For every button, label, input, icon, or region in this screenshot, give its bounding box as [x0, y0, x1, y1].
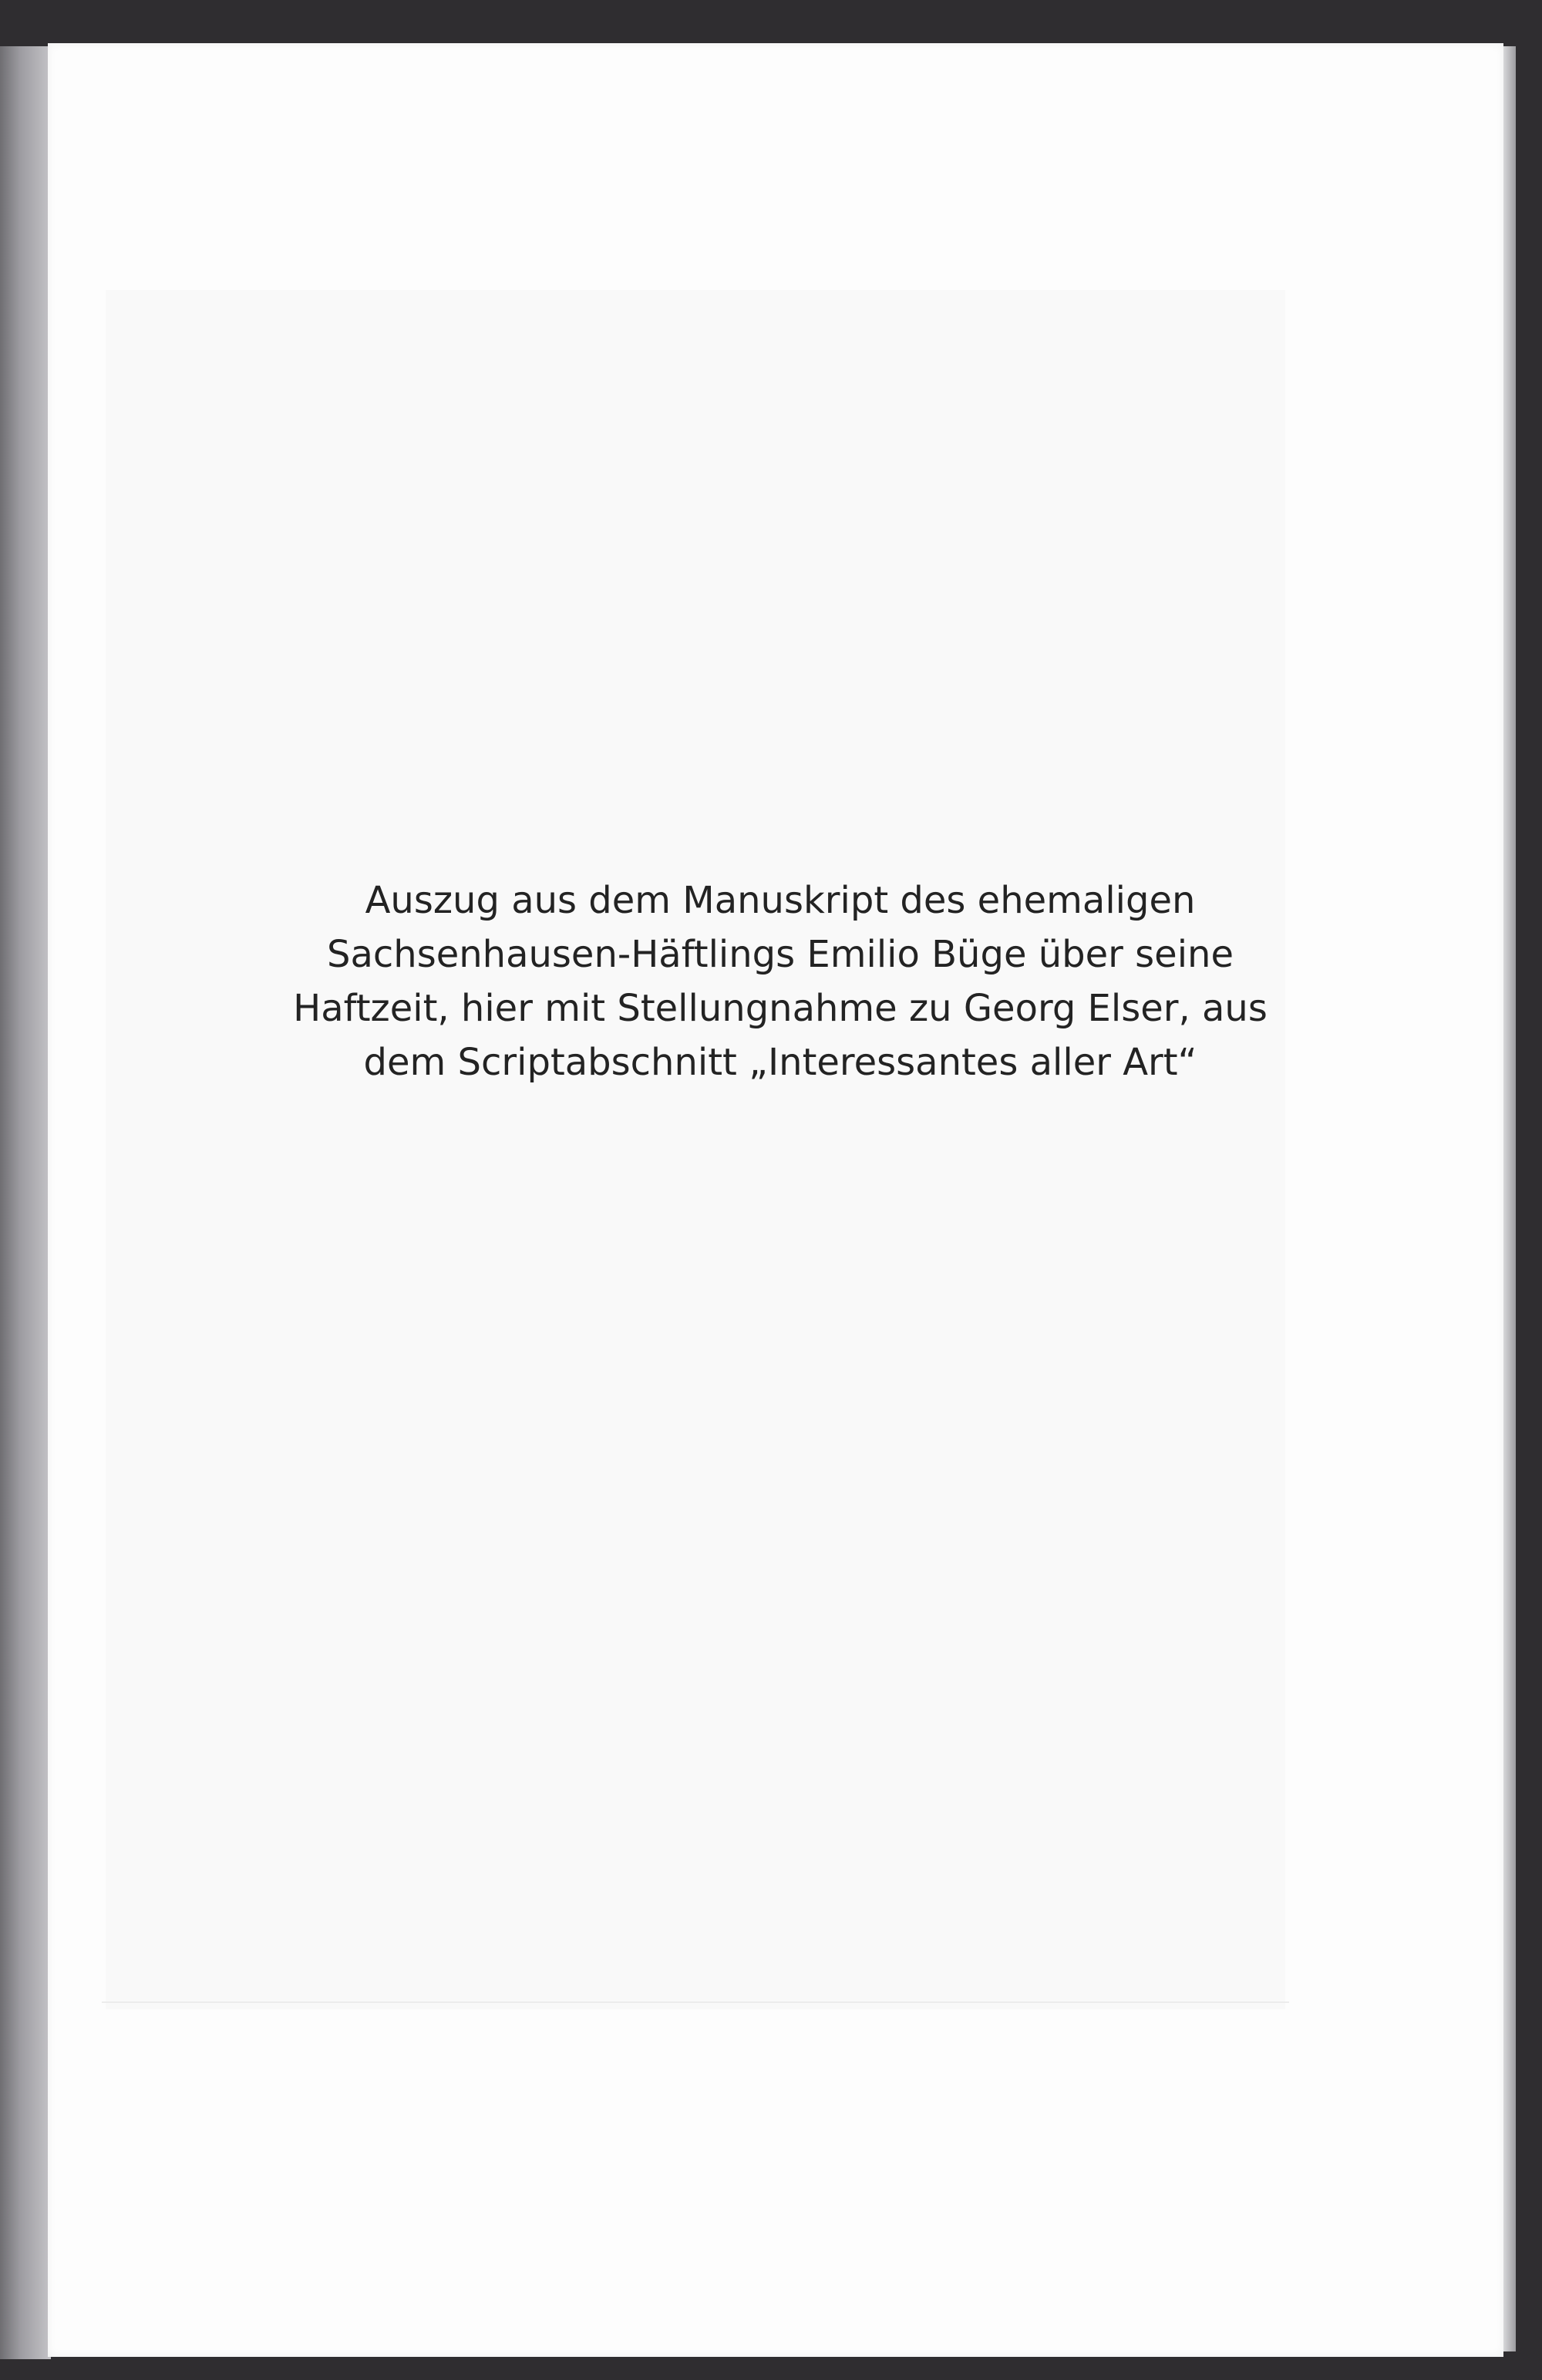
faint-background-text-area — [106, 290, 1285, 2009]
page-right-edge — [1503, 46, 1516, 2351]
caption-line-1: Auszug aus dem Manuskript des ehemaligen — [365, 879, 1196, 922]
page-left-edge — [0, 46, 51, 2359]
caption-line-3: Haftzeit, hier mit Stellungnahme zu Georg Elser, aus — [293, 987, 1268, 1030]
faint-rule — [102, 2001, 1289, 2003]
caption-line-2: Sachsenhausen-Häftlings Emilio Büge über seine — [327, 933, 1234, 976]
caption — [117, 874, 1443, 1089]
caption-line-4: dem Scriptabschnitt „Interessantes aller Art“ — [363, 1041, 1197, 1084]
paper-sheet — [48, 43, 1503, 2357]
